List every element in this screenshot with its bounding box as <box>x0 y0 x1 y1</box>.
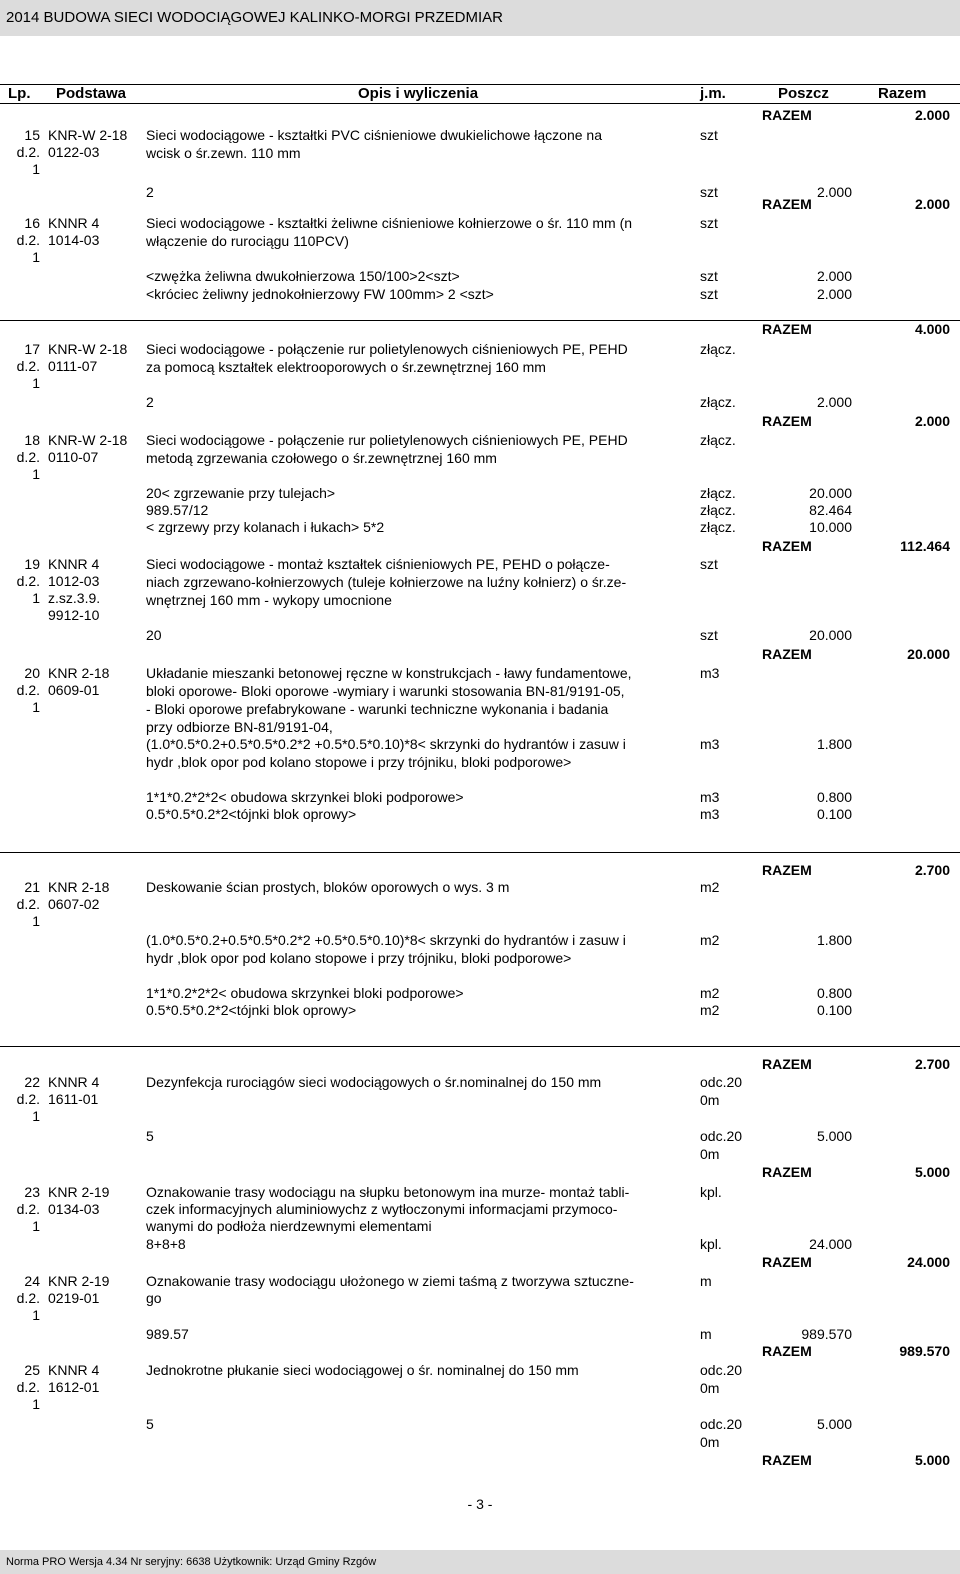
calc-row-value: 989.570 <box>801 1326 852 1342</box>
calc-row-text: (1.0*0.5*0.2+0.5*0.5*0.2*2 +0.5*0.5*0.10)*8< skrzynki do hydrantów i zasuw i <box>146 932 626 948</box>
calc-row-text: 2 <box>146 184 154 200</box>
calc-row-text: 20 <box>146 627 162 643</box>
item-unit: m3 <box>700 665 720 681</box>
razem-value: 24.000 <box>907 1254 950 1270</box>
item-description: czek informacyjnych aluminiowychz z wytłoczonymi informacjami przymoco- <box>146 1201 618 1217</box>
item-description: wcisk o śr.zewn. 110 mm <box>146 145 301 161</box>
item-podstawa: KNR 2-18 <box>48 879 110 895</box>
razem-label: RAZEM <box>762 413 812 429</box>
calc-row-text: 5 <box>146 1416 154 1432</box>
razem-value: 20.000 <box>907 646 950 662</box>
calc-row-unit: szt <box>700 268 718 284</box>
razem-value: 5.000 <box>914 1452 950 1468</box>
razem-value: 2.700 <box>914 862 950 878</box>
calc-row-unit: szt <box>700 184 718 200</box>
razem-label: RAZEM <box>762 646 812 662</box>
item-lp: d.2. <box>16 896 40 912</box>
calc-row-unit: odc.20 <box>700 1128 743 1144</box>
section-rule <box>0 320 960 321</box>
item-lp: 24 <box>24 1273 40 1289</box>
item-podstawa: 0110-07 <box>48 449 99 465</box>
calc-row-text: <zwężka żeliwna dwukołnierzowa 150/100>2<szt> <box>146 268 460 284</box>
calc-row-value: 2.000 <box>816 394 852 410</box>
item-lp: d.2. <box>16 1201 40 1217</box>
item-unit: szt <box>700 127 718 143</box>
document-header <box>0 0 960 36</box>
razem-value: 2.000 <box>914 107 950 123</box>
section-rule <box>0 1046 960 1047</box>
calc-row-unit: złącz. <box>700 502 736 518</box>
item-description: przy odbiorze BN-81/9191-04, <box>146 719 333 735</box>
calc-row-text: 2 <box>146 394 154 410</box>
item-podstawa: KNR-W 2-18 <box>48 432 128 448</box>
calc-row-value: 1.800 <box>816 932 852 948</box>
calc-row-unit: złącz. <box>700 519 736 535</box>
item-lp: 1 <box>32 161 40 177</box>
col-razem: Razem <box>878 85 927 102</box>
item-lp: 22 <box>24 1074 40 1090</box>
item-unit: m2 <box>700 879 720 895</box>
calc-row-value: 2.000 <box>816 184 852 200</box>
item-podstawa: 1014-03 <box>48 232 100 248</box>
calc-row-unit: złącz. <box>700 394 736 410</box>
calc-row-unit: m3 <box>700 789 720 805</box>
calc-row-text: 989.57 <box>146 1326 189 1342</box>
calc-row-text: 8+8+8 <box>146 1236 186 1252</box>
calc-row-text: <króciec żeliwny jednokołnierzowy FW 100mm> 2 <szt> <box>146 286 494 302</box>
razem-label: RAZEM <box>762 1343 812 1359</box>
calc-row-value: 0.100 <box>816 1002 852 1018</box>
calc-row-unit: złącz. <box>700 485 736 501</box>
item-lp: d.2. <box>16 358 40 374</box>
calc-row-text: (1.0*0.5*0.2+0.5*0.5*0.2*2 +0.5*0.5*0.10)*8< skrzynki do hydrantów i zasuw i <box>146 736 626 752</box>
item-podstawa: KNR 2-19 <box>48 1184 110 1200</box>
calc-row-text: hydr ,blok opor pod kolano stopowe i przy trójniku, bloki podporowe> <box>146 754 572 770</box>
calc-row-value: 0.800 <box>816 985 852 1001</box>
calc-row-unit: kpl. <box>700 1236 722 1252</box>
razem-label: RAZEM <box>762 862 812 878</box>
item-lp: d.2. <box>16 449 40 465</box>
item-lp: 1 <box>32 1396 40 1412</box>
item-unit: szt <box>700 215 718 231</box>
razem-value: 2.000 <box>914 196 950 212</box>
item-description: Sieci wodociągowe - połączenie rur polietylenowych ciśnieniowych PE, PEHD <box>146 432 628 448</box>
item-podstawa: 1012-03 <box>48 573 100 589</box>
item-podstawa: 1612-01 <box>48 1379 100 1395</box>
calc-row-text: hydr ,blok opor pod kolano stopowe i przy trójniku, bloki podporowe> <box>146 950 572 966</box>
item-description: Układanie mieszanki betonowej ręczne w konstrukcjach - ławy fundamentowe, <box>146 665 632 681</box>
razem-value: 989.570 <box>899 1343 950 1359</box>
document-title: 2014 BUDOWA SIECI WODOCIĄGOWEJ KALINKO-MORGI PRZEDMIAR <box>6 9 504 26</box>
item-lp: d.2. <box>16 1091 40 1107</box>
calc-row-unit: szt <box>700 627 718 643</box>
item-lp: 18 <box>24 432 40 448</box>
calc-row-text: 0.5*0.5*0.2*2<tójnki blok oprowy> <box>146 1002 357 1018</box>
item-podstawa: 0607-02 <box>48 896 100 912</box>
item-lp: d.2. <box>16 144 40 160</box>
item-lp: 23 <box>24 1184 40 1200</box>
item-unit: odc.20 <box>700 1074 743 1090</box>
calc-row-value: 24.000 <box>809 1236 852 1252</box>
item-lp: 19 <box>24 556 40 572</box>
item-podstawa: KNR-W 2-18 <box>48 127 128 143</box>
item-lp: d.2. <box>16 232 40 248</box>
razem-label: RAZEM <box>762 1254 812 1270</box>
item-unit: 0m <box>700 1092 720 1108</box>
item-lp: 17 <box>24 341 40 357</box>
calc-row-value: 20.000 <box>809 485 852 501</box>
item-podstawa: 1611-01 <box>48 1091 99 1107</box>
item-podstawa: 0122-03 <box>48 144 100 160</box>
item-podstawa: KNNR 4 <box>48 556 100 572</box>
calc-row-text: 1*1*0.2*2*2< obudowa skrzynkei bloki podporowe> <box>146 985 464 1001</box>
calc-row-unit: odc.20 <box>700 1416 743 1432</box>
calc-row-value: 2.000 <box>816 268 852 284</box>
calc-row-text: 20< zgrzewanie przy tulejach> <box>146 485 336 501</box>
item-lp: d.2. <box>16 1379 40 1395</box>
razem-label: RAZEM <box>762 321 812 337</box>
item-lp: 1 <box>32 1218 40 1234</box>
razem-label: RAZEM <box>762 196 812 212</box>
item-lp: 1 <box>32 1108 40 1124</box>
item-podstawa: 0134-03 <box>48 1201 100 1217</box>
item-lp: 1 <box>32 466 40 482</box>
calc-row-value: 82.464 <box>809 502 852 518</box>
razem-label: RAZEM <box>762 1056 812 1072</box>
calc-row-value: 1.800 <box>816 736 852 752</box>
razem-label: RAZEM <box>762 538 812 554</box>
razem-value: 2.000 <box>914 413 950 429</box>
item-unit: kpl. <box>700 1184 722 1200</box>
calc-row-unit: m2 <box>700 932 720 948</box>
item-podstawa: KNR 2-18 <box>48 665 110 681</box>
item-lp: 1 <box>32 590 40 606</box>
item-lp: 25 <box>24 1362 40 1378</box>
calc-row-value: 20.000 <box>809 627 852 643</box>
item-podstawa: 0609-01 <box>48 682 100 698</box>
item-unit: m <box>700 1273 712 1289</box>
item-lp: 16 <box>24 215 40 231</box>
item-lp: d.2. <box>16 573 40 589</box>
col-podstawa: Podstawa <box>56 85 127 102</box>
razem-value: 4.000 <box>914 321 950 337</box>
item-lp: 1 <box>32 699 40 715</box>
razem-label: RAZEM <box>762 107 812 123</box>
item-lp: 1 <box>32 375 40 391</box>
calc-row-value: 0.100 <box>816 806 852 822</box>
calc-row-value: 5.000 <box>816 1128 852 1144</box>
calc-row-text: 989.57/12 <box>146 502 209 518</box>
item-lp: 21 <box>24 879 40 895</box>
col-lp: Lp. <box>8 85 31 102</box>
item-podstawa: z.sz.3.9. <box>48 590 101 606</box>
item-description: Sieci wodociągowe - kształtki żeliwne ciśnieniowe kołnierzowe o śr. 110 mm (n <box>146 215 633 231</box>
section-rule <box>0 852 960 853</box>
item-description: wnętrznej 160 mm - wykopy umocnione <box>146 592 392 608</box>
calc-row-text: 1*1*0.2*2*2< obudowa skrzynkei bloki podporowe> <box>146 789 464 805</box>
item-lp: d.2. <box>16 1290 40 1306</box>
item-podstawa: KNR 2-19 <box>48 1273 110 1289</box>
calc-row-value: 2.000 <box>816 286 852 302</box>
item-description: - Bloki oporowe prefabrykowane - warunki techniczne wykonania i badania <box>146 701 609 717</box>
razem-value: 2.700 <box>914 1056 950 1072</box>
item-description: Deskowanie ścian prostych, bloków oporowych o wys. 3 m <box>146 879 510 895</box>
table-header-bottom-rule <box>0 103 960 104</box>
item-description: Sieci wodociągowe - połączenie rur polietylenowych ciśnieniowych PE, PEHD <box>146 341 628 357</box>
calc-row-value: 5.000 <box>816 1416 852 1432</box>
item-description: za pomocą kształtek elektrooporowych o śr.zewnętrznej 160 mm <box>146 359 546 375</box>
item-lp: 20 <box>24 665 40 681</box>
razem-value: 112.464 <box>900 538 950 554</box>
item-podstawa: KNNR 4 <box>48 1074 100 1090</box>
item-lp: d.2. <box>16 682 40 698</box>
item-podstawa: KNNR 4 <box>48 215 100 231</box>
item-unit: złącz. <box>700 432 736 448</box>
footer <box>0 1550 960 1574</box>
col-jm: j.m. <box>700 85 726 102</box>
item-description: Sieci wodociągowe - montaż kształtek ciśnieniowych PE, PEHD o połącze- <box>146 556 610 572</box>
item-podstawa: KNNR 4 <box>48 1362 100 1378</box>
calc-row-unit: m2 <box>700 1002 720 1018</box>
calc-row-unit: 0m <box>700 1146 720 1162</box>
item-description: go <box>146 1290 162 1306</box>
item-description: Dezynfekcja rurociągów sieci wodociągowych o śr.nominalnej do 150 mm <box>146 1074 602 1090</box>
item-description: metodą zgrzewania czołowego o śr.zewnętrznej 160 mm <box>146 450 497 466</box>
calc-row-text: 5 <box>146 1128 154 1144</box>
item-description: bloki oporowe- Bloki oporowe -wymiary i warunki stosowania BN-81/9191-05, <box>146 683 625 699</box>
item-podstawa: 9912-10 <box>48 607 100 623</box>
item-description: Sieci wodociągowe - kształtki PVC ciśnieniowe dwukielichowe łączone na <box>146 127 602 143</box>
footer-text: Norma PRO Wersja 4.34 Nr seryjny: 6638 Użytkownik: Urząd Gminy Rzgów <box>6 1556 377 1568</box>
page-number: - 3 - <box>467 1496 493 1512</box>
item-description: włączenie do rurociągu 110PCV) <box>146 233 349 249</box>
item-lp: 1 <box>32 249 40 265</box>
calc-row-value: 0.800 <box>816 789 852 805</box>
col-poszcz: Poszcz <box>778 85 829 102</box>
item-description: Oznakowanie trasy wodociągu ułożonego w ziemi taśmą z tworzywa sztuczne- <box>146 1273 634 1289</box>
calc-row-unit: m3 <box>700 806 720 822</box>
razem-value: 5.000 <box>914 1164 950 1180</box>
item-description: wanymi do podłoża nierdzewnymi elementami <box>146 1218 432 1234</box>
calc-row-text: 0.5*0.5*0.2*2<tójnki blok oprowy> <box>146 806 357 822</box>
item-unit: złącz. <box>700 341 736 357</box>
col-opis: Opis i wyliczenia <box>358 85 479 102</box>
item-description: niach zgrzewano-kołnierzowych (tuleje kołnierzowe na luźny kołnierz) o śr.ze- <box>146 574 627 590</box>
item-lp: 1 <box>32 913 40 929</box>
calc-row-unit: m2 <box>700 985 720 1001</box>
item-podstawa: 0111-07 <box>48 358 98 374</box>
calc-row-text: < zgrzewy przy kolanach i łukach> 5*2 <box>146 519 385 535</box>
item-podstawa: KNR-W 2-18 <box>48 341 128 357</box>
calc-row-unit: 0m <box>700 1434 720 1450</box>
item-podstawa: 0219-01 <box>48 1290 100 1306</box>
item-lp: 15 <box>24 127 40 143</box>
item-description: Oznakowanie trasy wodociągu na słupku betonowym ina murze- montaż tabli- <box>146 1184 630 1200</box>
calc-row-unit: m <box>700 1326 712 1342</box>
calc-row-unit: szt <box>700 286 718 302</box>
item-unit: 0m <box>700 1380 720 1396</box>
razem-label: RAZEM <box>762 1164 812 1180</box>
razem-label: RAZEM <box>762 1452 812 1468</box>
item-description: Jednokrotne płukanie sieci wodociągowej o śr. nominalnej do 150 mm <box>146 1362 579 1378</box>
item-lp: 1 <box>32 1307 40 1323</box>
calc-row-value: 10.000 <box>809 519 852 535</box>
calc-row-unit: m3 <box>700 736 720 752</box>
item-unit: szt <box>700 556 718 572</box>
item-unit: odc.20 <box>700 1362 743 1378</box>
